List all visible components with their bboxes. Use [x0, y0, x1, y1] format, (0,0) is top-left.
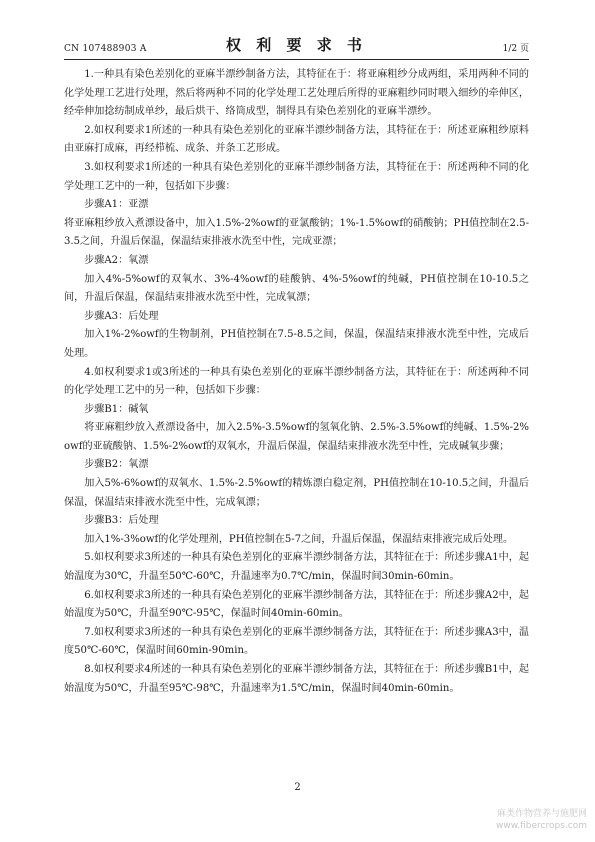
step-b2-text: 加入5%-6%owf的双氧水、1.5%-2.5%owf的精炼漂白稳定剂，PH值控制在10-10.5之间，升温后保温，保温结束排液水洗至中性，完成氧漂； — [64, 478, 529, 508]
watermark — [496, 808, 587, 832]
page-header — [64, 36, 529, 58]
claim-8: 8.如权利要求4所述的一种具有染色差别化的亚麻半漂纱制备方法，其特征在于：所述步骤B1中，起始温度为50℃，升温至95℃-98℃，升温速率为1.5℃/min，保温时间40min-60min。 — [64, 664, 529, 694]
claim-5: 5.如权利要求3所述的一种具有染色差别化的亚麻半漂纱制备方法，其特征在于：所述步骤A1中，起始温度为30℃，升温至50℃-60℃，升温速率为0.7℃/min，保温时间30min-60min。 — [64, 552, 529, 583]
header-rule — [64, 59, 529, 60]
step-a2-text: 加入4%-5%owf的双氧水、3%-4%owf的硅酸钠、4%-5%owf的纯碱，PH值控制在10-10.5之间，升温后保温，保温结束排液水洗至中性，完成氧漂； — [64, 273, 529, 304]
step-b3-text: 加入1%-3%owf的化学处理剂，PH值控制在5-7之间，升温后保温，保温结束排液完成后处理。 — [84, 533, 514, 545]
claims-body — [64, 66, 529, 698]
step-a3-text: 加入1%-2%owf的生物制剂，PH值控制在7.5-8.5之间，保温，保温结束排液水洗至中性，完成后处理。 — [64, 329, 529, 359]
patent-number: CN 107488903 A — [64, 44, 147, 54]
claim-7: 7.如权利要求3所述的一种具有染色差别化的亚麻半漂纱制备方法，其特征在于：所述步骤A3中，温度50℃-60℃，保温时间60min-90min。 — [64, 626, 529, 657]
claim-4: 4.如权利要求1或3所述的一种具有染色差别化的亚麻半漂纱制备方法，其特征在于：所述两种不同的化学处理工艺中的另一种，包括如下步骤： — [64, 366, 529, 397]
step-b1-heading: 步骤B1：碱氧 — [84, 403, 149, 415]
page-title: 权 利 要 求 书 — [226, 36, 367, 54]
page-indicator: 1/2 页 — [502, 44, 529, 54]
watermark-url: www.fibercrops.com — [496, 821, 587, 831]
claim-6: 6.如权利要求3所述的一种具有染色差别化的亚麻半漂纱制备方法，其特征在于：所述步骤A2中，起始温度为50℃，升温至90℃-95℃，保温时间40min-60min。 — [64, 589, 529, 620]
watermark-site-name: 麻类作物营养与施肥网 — [496, 809, 587, 819]
page-number: 2 — [294, 782, 301, 793]
step-a1-heading: 步骤A1：亚漂 — [84, 199, 149, 211]
claim-2: 2.如权利要求1所述的一种具有染色差别化的亚麻半漂纱制备方法，其特征在于：所述亚麻粗纱原料由亚麻打成麻，再经栉梳、成条、并条工艺形成。 — [64, 124, 529, 155]
step-a2-heading: 步骤A2：氧漂 — [84, 254, 149, 266]
claim-1: 1.一种具有染色差别化的亚麻半漂纱制备方法，其特征在于：将亚麻粗纱分成两组，采用两种不同的化学处理工艺进行处理，然后将两种不同的化学处理工艺处理后所得的亚麻粗纱同时喂入细纱的牵伸区，经牵伸加捻纺制成单纱，最后烘干、络筒成型，制得具有染色差别化的亚麻半漂纱。 — [64, 69, 529, 118]
step-a3-heading: 步骤A3：后处理 — [84, 310, 159, 322]
claim-3: 3.如权利要求1所述的一种具有染色差别化的亚麻半漂纱制备方法，其特征在于：所述两种不同的化学处理工艺中的一种，包括如下步骤： — [64, 161, 529, 192]
step-b2-heading: 步骤B2：氧漂 — [84, 459, 149, 471]
step-a1-text: 将亚麻粗纱放入煮漂设备中，加入1.5%-2%owf的亚氯酸钠；1%-1.5%owf的硝酸钠；PH值控制在2.5-3.5之间，升温后保温，保温结束排液水洗至中性，完成亚漂； — [64, 217, 529, 248]
step-b3-heading: 步骤B3：后处理 — [84, 515, 159, 527]
step-b1-text: 将亚麻粗纱放入煮漂设备中，加入2.5%-3.5%owf的氢氧化钠、2.5%-3.5%owf的纯碱、1.5%-2%owf的亚硫酸钠、1.5%-2%owf的双氧水，升温后保温，保温结束排液水洗至中性，完成碱氧步骤； — [64, 422, 529, 452]
